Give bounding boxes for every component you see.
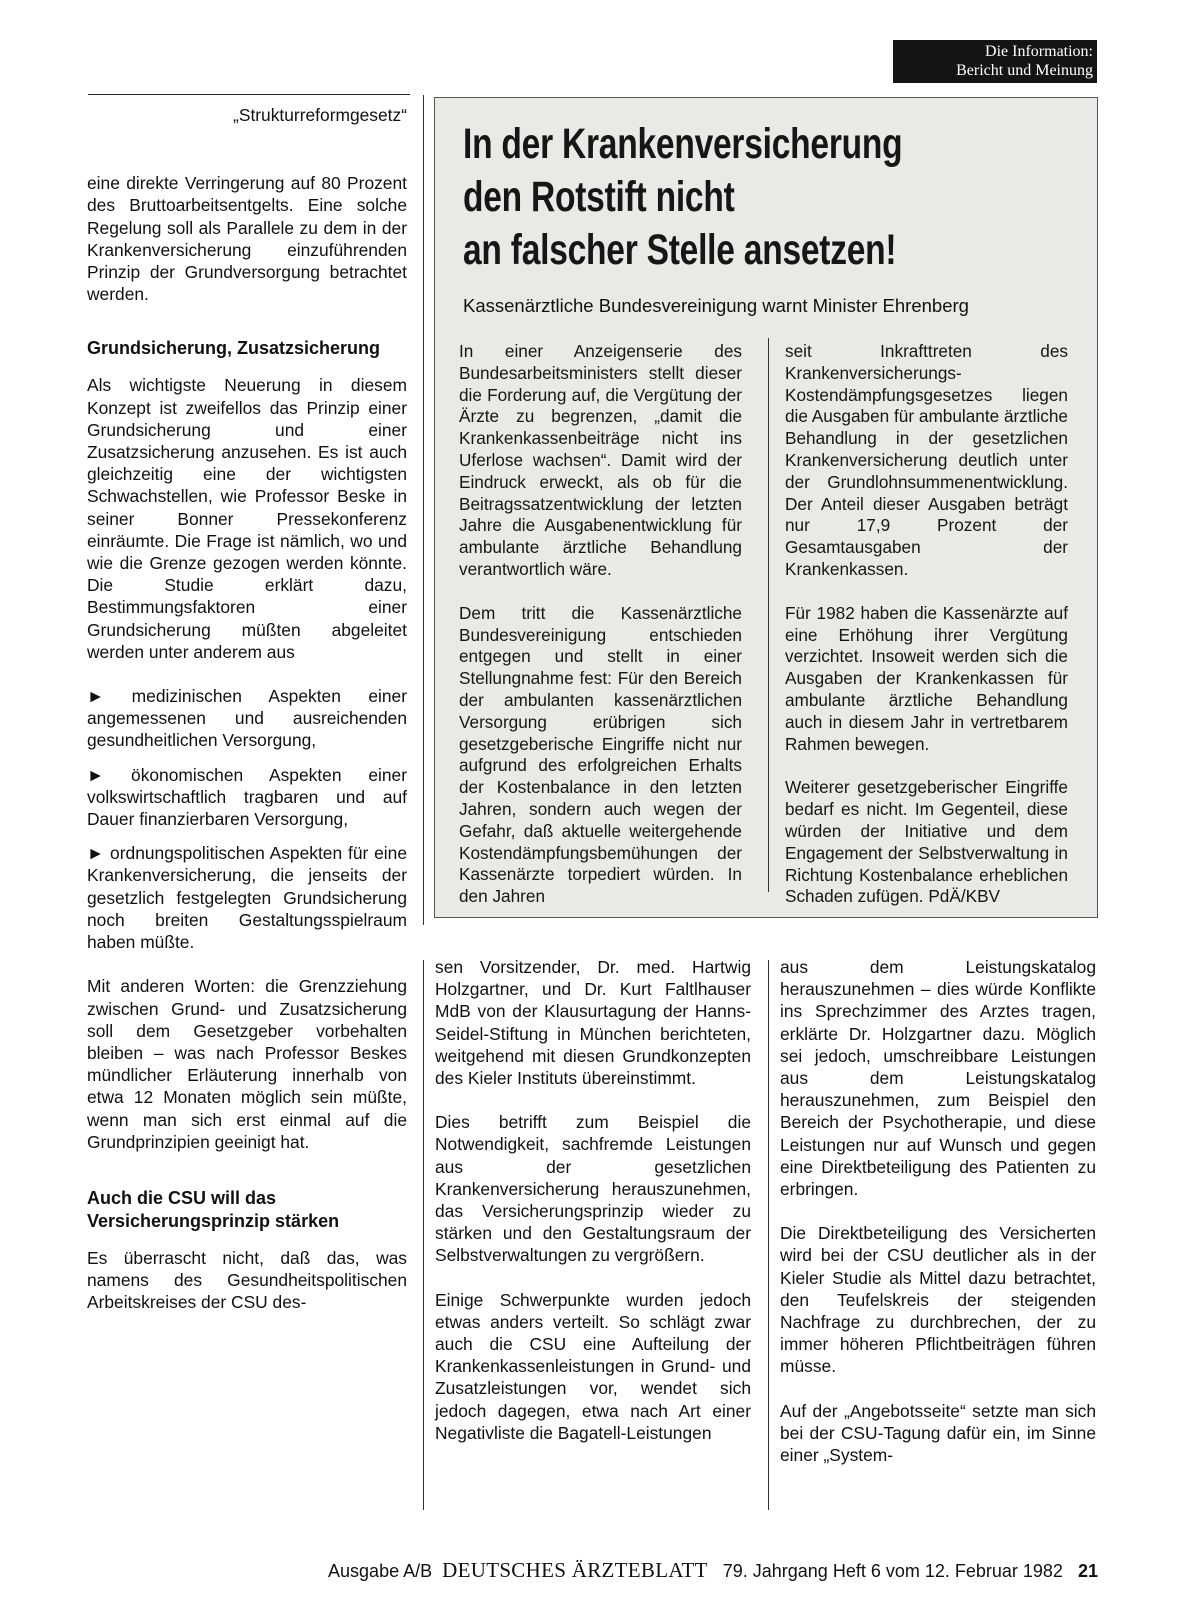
box-headline [463,118,902,277]
middle-paragraph: sen Vorsitzender, Dr. med. Hartwig Holzgartner, und Dr. Kurt Faltlhauser MdB von der Klausurtagung der Hanns-Seidel-Stiftung in München berichteten, weitgehend mit diesen Grundkonzepten des Kieler Instituts übereinstimmt. [435,957,751,1089]
box-paragraph: Dem tritt die Kassenärztliche Bundesvereinigung entschieden entgegen und stellt in einer Stellungnahme fest: Für den Bereich der ambulanten kassenärztlichen Versorgung erübrigen sich gesetzgeberische Eingriffe nicht nur aufgrund des erfolgreichen Erhalts der Kostenbalance in den letzten Jahren, sondern auch wegen der Gefahr, daß aktuelle weitergehende Kostendämpfungsbemühungen der Kassenärzte torpediert würden. In den Jahren [459,602,742,907]
column-divider [423,960,424,1510]
section-label-line2: Bericht und Meinung [956,62,1093,79]
middle-paragraph: Dies betrifft zum Beispiel die Notwendigkeit, sachfremde Leistungen aus der gesetzlichen Krankenversicherung herauszunehmen, das Versicherungsprinzip wieder zu stärken und den Gestaltungsraum der Selbstverwaltungen zu vergrößern. [435,1112,751,1266]
boxed-article [434,97,1098,918]
middle-paragraph: Einige Schwerpunkte wurden jedoch etwas anders verteilt. So schlägt zwar auch die CSU eine Aufteilung der Krankenkassenleistungen in Grund- und Zusatzleistungen vor, wendet sich jedoch dagegen, etwa nach Art einer Negativliste die Bagatell-Leistungen [435,1289,751,1443]
page-number: 21 [1077,1561,1098,1581]
bullet-oekonomisch: ► ökonomischen Aspekten einer volkswirtschaftlich tragbaren und auf Dauer finanzierbaren Versorgung, [87,764,407,830]
right-paragraph: aus dem Leistungskatalog herauszunehmen – dies würde Konflikte ins Sprechzimmer des Arztes tragen, erklärte Dr. Holzgartner dazu. Möglich sei jedoch, umschreibbare Leistungen aus dem Leistungskatalog herauszunehmen, zum Beispiel den Bereich der Psychotherapie, und diese Leistungen nur auf Wunsch und gegen eine Direktbeteiligung des Patienten zu erbringen. [780,957,1096,1200]
box-headline-line2: den Rotstift nicht [463,173,735,221]
box-paragraph: Weiterer gesetzgeberischer Eingriffe bedarf es nicht. Im Gegenteil, diese würden der Initiative und dem Engagement der Selbstverwaltung in Richtung Kostenbalance erheblichen Schaden zufügen. PdÄ/KBV [785,777,1068,907]
top-rule [88,94,410,95]
footer-edition: Ausgabe A/B [328,1561,433,1581]
box-headline-line1: In der Krankenversicherung [463,120,903,168]
bullet-medizinisch: ► medizinischen Aspekten einer angemessenen und ausreichenden gesundheitlichen Versorgung, [87,686,407,751]
right-paragraph: Auf der „Angebotsseite“ setzte man sich bei der CSU-Tagung dafür ein, im Sinne einer „System- [780,1400,1096,1466]
right-paragraph: Die Direktbeteiligung des Versicherten wird bei der CSU deutlicher als in der Kieler Studie als Mittel dazu betrachtet, den Teufelskreis der steigenden Nachfrage zu durchbrechen, der zu immer höheren Pflichtbeiträgen führen müsse. [780,1223,1096,1377]
footer-issue: 79. Jahrgang Heft 6 vom 12. Februar 1982 [722,1561,1063,1581]
running-head: „Strukturreformgesetz“ [233,105,407,125]
left-paragraph-4: Es überrascht nicht, daß das, was namens des Gesundheitspolitischen Arbeitskreises der CSU des- [87,1247,407,1313]
right-column [780,956,1096,1488]
subheading-grundsicherung: Grundsicherung, Zusatzsicherung [87,338,381,359]
box-column-left [459,341,742,930]
left-paragraph-2: Als wichtigste Neuerung in diesem Konzept ist zweifellos das Prinzip einer Grundsicherung und einer Zusatzsicherung anzusehen. Es ist auch gleichzeitig eine der wichtigsten Schwachstellen, wie Professor Beske in seiner Bonner Pressekonferenz einräumte. Die Frage ist nämlich, wo und wie die Grenze gezogen werden könnte. Die Studie erklärt dazu, Bestimmungsfaktoren einer Grundsicherung müßten abgeleitet werden unter anderem aus [87,375,407,662]
subheading-csu: Auch die CSU will das Versicherungsprinzip stärken [87,1187,340,1231]
box-column-right [785,341,1068,930]
box-column-divider [768,338,769,892]
box-paragraph: seit Inkrafttreten des Krankenversicherungs-Kostendämpfungsgesetzes liegen die Ausgaben für ambulante ärztliche Behandlung in der gesetzlichen Krankenversicherung deutlich unter der Grundlohnsummenentwicklung. Der Anteil dieser Ausgaben beträgt nur 17,9 Prozent der Gesamtausgaben der Krankenkassen. [785,341,1068,579]
left-column [87,104,407,1336]
box-subtitle: Kassenärztliche Bundesvereinigung warnt Minister Ehrenberg [463,295,969,316]
footer-paper: DEUTSCHES ÄRZTEBLATT [442,1558,708,1582]
box-paragraph: In einer Anzeigenserie des Bundesarbeitsministers stellt dieser die Forderung auf, die Vergütung der Ärzte zu begrenzen, „damit die Krankenkassenbeiträge nicht ins Uferlose wachsen“. Damit wird der Eindruck erweckt, als ob für die Beitragssatzentwicklung der letzten Jahre die Ausgabenentwicklung für ambulante ärztliche Behandlung verantwortlich wäre. [459,341,742,579]
page-footer [0,1558,1098,1583]
column-divider [768,960,769,1510]
section-label-line1: Die Information: [985,43,1093,60]
box-paragraph: Für 1982 haben die Kassenärzte auf eine Erhöhung ihrer Vergütung verzichtet. Insoweit werden sich die Ausgaben der Krankenkassen für ambulante ärztliche Behandlung auch in diesem Jahr in vertretbarem Rahmen bewegen. [785,602,1068,754]
left-paragraph-1: eine direkte Verringerung auf 80 Prozent des Bruttoarbeitsentgelts. Eine solche Regelung soll als Parallele zu dem in der Krankenversicherung einzuführenden Prinzip der Grundversorgung betrachtet werden. [87,173,407,305]
box-headline-line3: an falscher Stelle ansetzen! [463,226,897,274]
column-divider [423,95,424,925]
section-label [893,40,1097,83]
bullet-ordnungspolitisch: ► ordnungspolitischen Aspekten für eine Krankenversicherung, die jenseits der gesetzlich festgelegten Grundsicherung noch breiten Gestaltungsspielraum haben müßte. [87,843,407,953]
left-paragraph-3: Mit anderen Worten: die Grenzziehung zwischen Grund- und Zusatzsicherung soll dem Gesetzgeber vorbehalten bleiben – was nach Professor Beskes mündlicher Erläuterung innerhalb von etwa 12 Monaten möglich sein müßte, wenn man sich erst einmal auf die Grundprinzipien geeinigt hat. [87,976,407,1152]
middle-column [435,956,751,1466]
